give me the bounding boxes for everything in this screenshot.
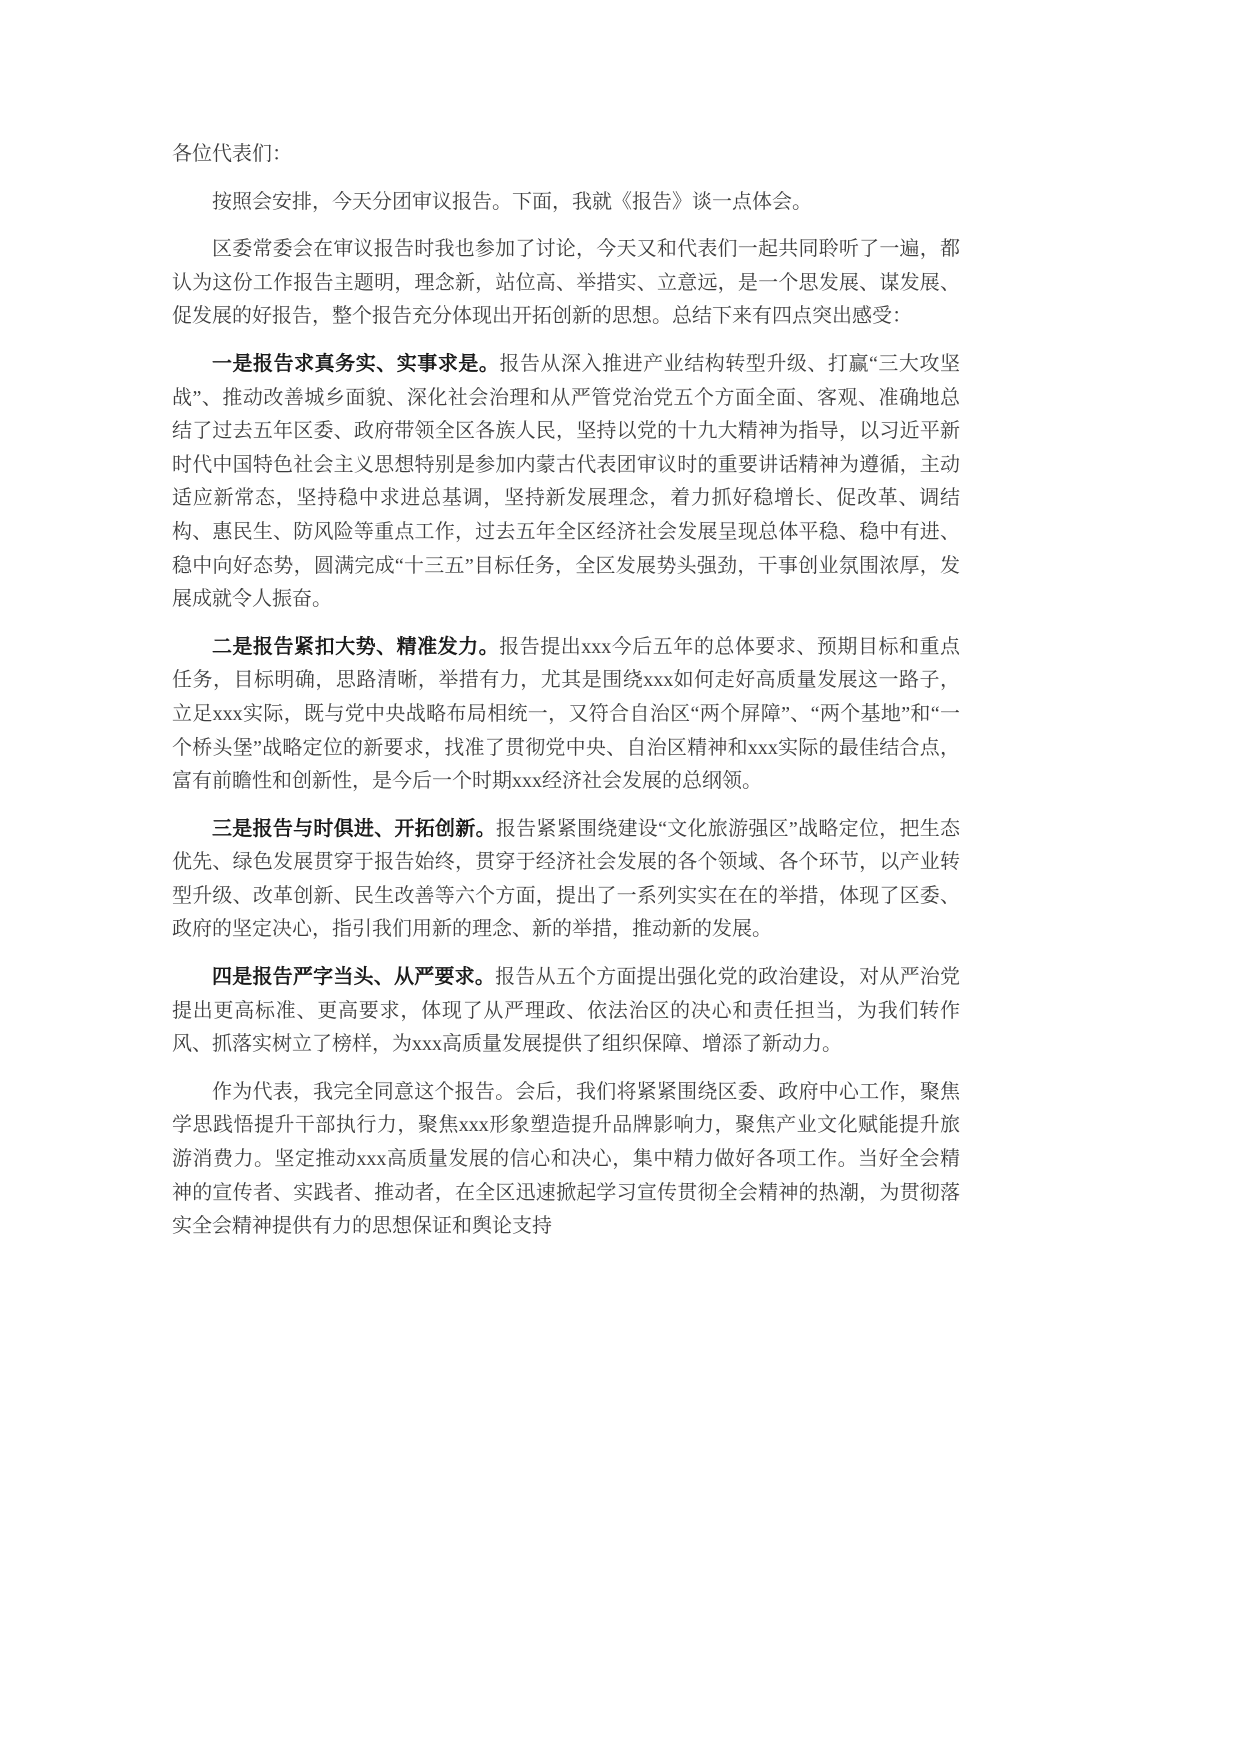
paragraph-point-3	[172, 813, 960, 947]
paragraph-text: 作为代表，我完全同意这个报告。会后，我们将紧紧围绕区委、政府中心工作，聚焦学思践悟提升干部执行力，聚焦xxx形象塑造提升品牌影响力，聚焦产业文化赋能提升旅游消费力。坚定推动xxx高质量发展的信心和决心，集中精力做好各项工作。当好全会精神的宣传者、实践者、推动者，在全区迅速掀起学习宣传贯彻全会精神的热潮，为贯彻落实全会精神提供有力的思想保证和舆论支持	[172, 1080, 960, 1238]
paragraph-text: 按照会安排，今天分团审议报告。下面，我就《报告》谈一点体会。	[212, 190, 812, 213]
paragraph-text: 报告从深入推进产业结构转型升级、打赢“三大攻坚战”、推动改善城乡面貌、深化社会治理和从严管党治党五个方面全面、客观、准确地总结了过去五年区委、政府带领全区各族人民，坚持以党的十九大精神为指导，以习近平新时代中国特色社会主义思想特别是参加内蒙古代表团审议时的重要讲话精神为遵循，主动适应新常态，坚持稳中求进总基调，坚持新发展理念，着力抓好稳增长、促改革、调结构、惠民生、防风险等重点工作，过去五年全区经济社会发展呈现总体平稳、稳中有进、稳中向好态势，圆满完成“十三五”目标任务，全区发展势头强劲，干事创业氛围浓厚，发展成就令人振奋。	[172, 352, 960, 611]
paragraph-lead: 二是报告紧扣大势、精准发力。	[212, 635, 500, 658]
salutation: 各位代表们：	[172, 143, 292, 165]
paragraph-point-1	[172, 348, 960, 617]
paragraph-point-4	[172, 961, 960, 1062]
paragraph-intro	[172, 186, 960, 220]
paragraph-text: 报告从五个方面提出强化党的政治建设，对从严治党提出更高标准、更高要求，体现了从严理政、依法治区的决心和责任担当，为我们转作风、抓落实树立了榜样，为xxx高质量发展提供了组织保障、增添了新动力。	[172, 966, 961, 1056]
paragraph-lead: 一是报告求真务实、实事求是。	[212, 352, 500, 375]
paragraph-text: 报告提出xxx今后五年的总体要求、预期目标和重点任务，目标明确，思路清晰，举措有力，尤其是围绕xxx如何走好高质量发展这一路子，立足xxx实际，既与党中央战略布局相统一，又符合自治区“两个屏障”、“两个基地”和“一个桥头堡”战略定位的新要求，找准了贯彻党中央、自治区精神和xxx实际的最佳结合点，富有前瞻性和创新性，是今后一个时期xxx经济社会发展的总纲领。	[172, 635, 961, 793]
paragraph-closing	[172, 1076, 960, 1244]
paragraph-text: 区委常委会在审议报告时我也参加了讨论，今天又和代表们一起共同聆听了一遍，都认为这份工作报告主题明，理念新，站位高、举措实、立意远，是一个思发展、谋发展、促发展的好报告，整个报告充分体现出开拓创新的思想。总结下来有四点突出感受：	[172, 238, 960, 328]
paragraph-overview	[172, 233, 960, 334]
paragraph-point-2	[172, 631, 960, 799]
paragraph-lead: 三是报告与时俱进、开拓创新。	[212, 817, 496, 840]
paragraph-text: 报告紧紧围绕建设“文化旅游强区”战略定位，把生态优先、绿色发展贯穿于报告始终，贯穿于经济社会发展的各个领域、各个环节，以产业转型升级、改革创新、民生改善等六个方面，提出了一系列实实在在的举措，体现了区委、政府的坚定决心，指引我们用新的理念、新的举措，推动新的发展。	[172, 817, 960, 941]
paragraph-lead: 四是报告严字当头、从严要求。	[212, 966, 496, 989]
